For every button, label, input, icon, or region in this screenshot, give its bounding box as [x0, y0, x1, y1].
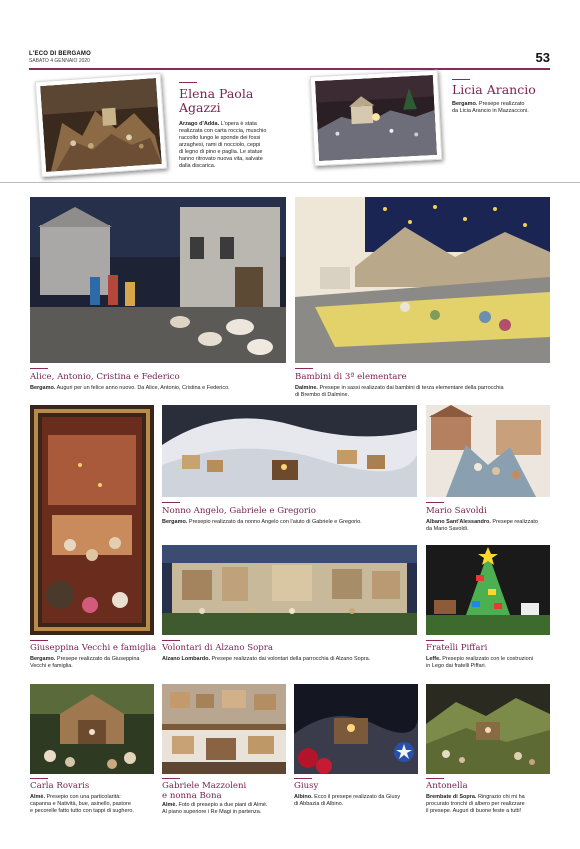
- caption-rule: [294, 778, 312, 779]
- photo-piffari: [426, 545, 550, 635]
- photo-savoldi: [426, 405, 550, 497]
- caption-title-rovaris: Carla Rovaris: [30, 781, 90, 791]
- caption-title-piffari: Fratelli Piffari: [426, 643, 488, 653]
- feature-photo-arancio: [310, 70, 443, 167]
- caption-title-bambini: Bambini di 3ª elementare: [295, 372, 407, 382]
- caption-title-savoldi: Mario Savoldi: [426, 506, 487, 516]
- caption-rule: [426, 502, 444, 503]
- caption-title-antonella: Antonella: [426, 781, 468, 791]
- feature-rule: [179, 82, 197, 83]
- photo-vecchi: [30, 405, 154, 635]
- feature-text-arancio: Bergamo. Presepe realizzato da Licia Arancio in Mazzacconi.: [452, 101, 529, 114]
- caption-text-giusy: Albino. Ecco il presepe realizzato da Giusy di Abbazia di Albino.: [294, 794, 401, 807]
- photo-giusy: [294, 684, 418, 774]
- photo-volontari: [162, 545, 417, 635]
- caption-rule: [426, 778, 444, 779]
- caption-title-alice: Alice, Antonio, Cristina e Federico: [30, 372, 180, 382]
- caption-text-nonno: Bergamo. Presepio realizzato da nonno Angelo con l'aiuto di Gabriele e Gregorio.: [162, 519, 362, 525]
- caption-title-vecchi: Giuseppina Vecchi e famiglia: [30, 643, 157, 653]
- photo-rovaris: [30, 684, 154, 774]
- caption-title-volontari: Volontari di Alzano Sopra: [162, 643, 274, 653]
- caption-rule: [30, 778, 48, 779]
- issue-date: SABATO 4 GENNAIO 2020: [29, 58, 90, 64]
- caption-text-savoldi: Albano Sant'Alessandro. Presepe realizzato da Mario Savoldi.: [426, 519, 538, 532]
- section-separator: [0, 182, 580, 183]
- caption-rule: [426, 640, 444, 641]
- caption-title-mazzoleni: Gabriele Mazzoleni e nonna Bona: [162, 781, 247, 801]
- newspaper-brand: L'ECO DI BERGAMO: [29, 51, 91, 57]
- caption-text-alice: Bergamo. Auguri per un felice anno nuovo. Da Alice, Antonio, Cristina e Federico.: [30, 385, 230, 391]
- caption-rule: [30, 640, 48, 641]
- feature-title-arancio: Licia Arancio: [452, 82, 536, 97]
- photo-alice-antonio: [30, 197, 286, 363]
- feature-photo-agazzi: [35, 73, 167, 178]
- caption-title-giusy: Giusy: [294, 781, 319, 791]
- caption-rule: [162, 640, 180, 641]
- header-rule: [29, 68, 550, 70]
- caption-rule: [162, 778, 180, 779]
- page-number: 53: [535, 50, 550, 65]
- photo-bambini: [295, 197, 550, 363]
- caption-text-rovaris: Almè. Presepio con una particolarità: capanna e Natività, bue, asinello, pastore e pecorelle fatto tutto con tappi di sughero.: [30, 794, 134, 814]
- feature-title-agazzi: Elena Paola Agazzi: [179, 86, 254, 115]
- caption-text-mazzoleni: Almè. Foto di presepio a due piani di Almè. Al piano superiore i Re Magi in partenza.: [162, 802, 268, 815]
- caption-title-nonno: Nonno Angelo, Gabriele e Gregorio: [162, 506, 316, 516]
- photo-antonella: [426, 684, 550, 774]
- feature-rule: [452, 79, 470, 80]
- caption-text-bambini: Dalmine. Presepe in sassi realizzato dai bambini di terza elementare della parrocchia di Brembo di Dalmine.: [295, 385, 504, 398]
- caption-text-piffari: Leffe. Presepio realizzato con le costruzioni in Lego dai fratelli Piffari.: [426, 656, 533, 669]
- caption-rule: [295, 368, 313, 369]
- caption-text-volontari: Alzano Lombardo. Presepe realizzato dai volontari della parrocchia di Alzano Sopra.: [162, 656, 371, 662]
- photo-mazzoleni: [162, 684, 286, 774]
- photo-nonno-angelo: [162, 405, 417, 497]
- feature-text-agazzi: Arzago d'Adda. L'opera è stata realizzata con carta roccia, muschio raccolto lungo le sponde dei fossi arzaghesi, rami di nocciolo, ceppi di legno di pino e paglia. Le statue hanno ritrovato nuova vita, salvate dalla discarica.: [179, 121, 267, 169]
- caption-rule: [30, 368, 48, 369]
- caption-text-vecchi: Bergamo. Presepe realizzato da Giuseppina Vecchi e famiglia.: [30, 656, 140, 669]
- caption-rule: [162, 502, 180, 503]
- caption-text-antonella: Brembate di Sopra. Ringrazio chi mi ha procurato tronchi di albero per realizzare il presepe. Auguri di buone feste a tutti!: [426, 794, 525, 814]
